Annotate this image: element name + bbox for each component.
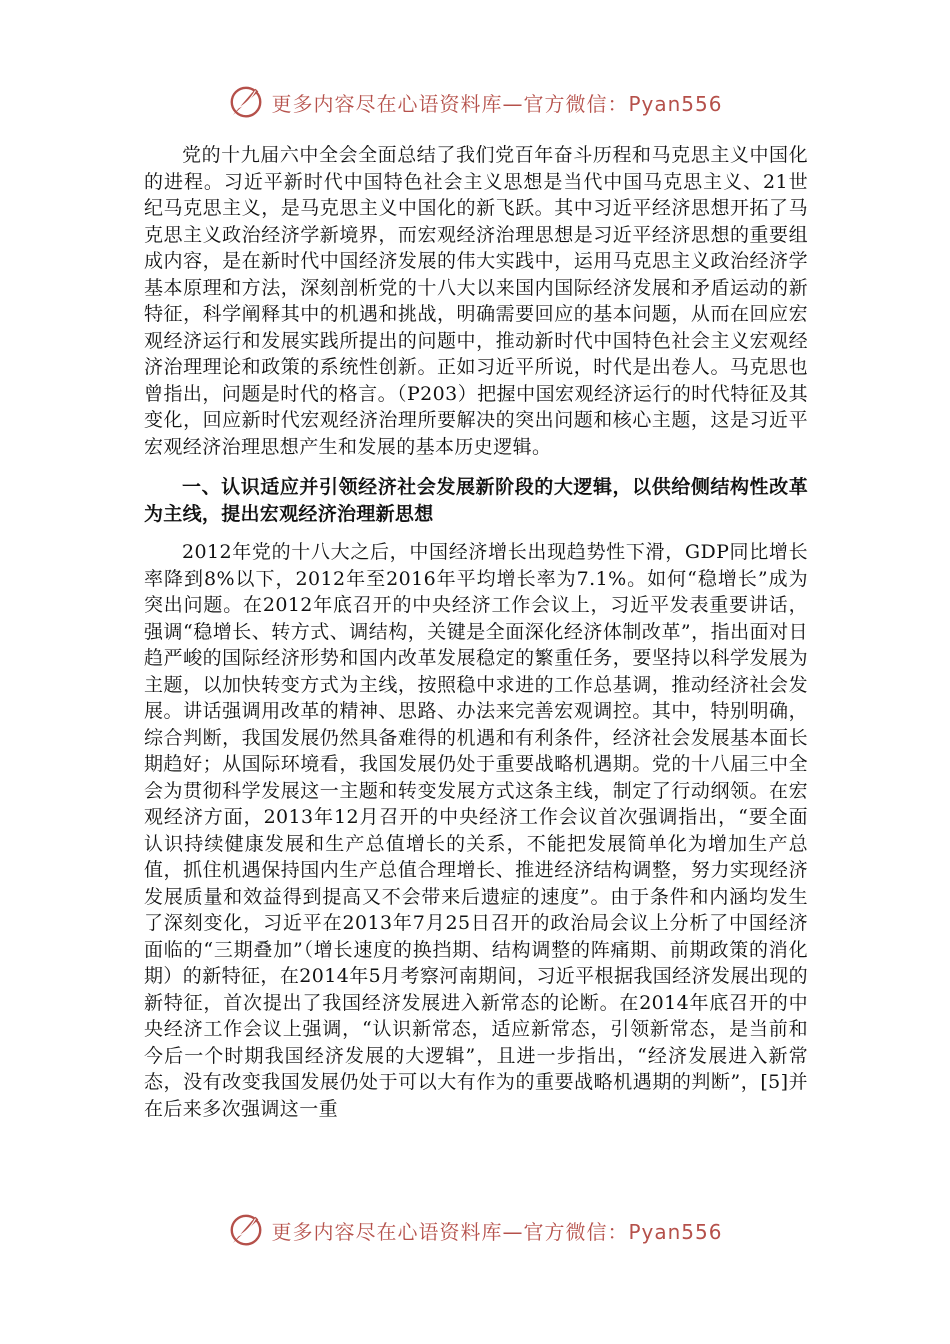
quill-logo-icon [227, 83, 265, 121]
footer-watermark-banner [0, 1208, 950, 1252]
article-body [144, 142, 808, 1122]
section-heading: 一、认识适应并引领经济社会发展新阶段的大逻辑，以供给侧结构性改革为主线，提出宏观经济治理新思想 [144, 476, 808, 525]
article-paragraph: 党的十九届六中全会全面总结了我们党百年奋斗历程和马克思主义中国化的进程。习近平新时代中国特色社会主义思想是当代中国马克思主义、21世纪马克思主义，是马克思主义中国化的新飞跃。其中习近平经济思想开拓了马克思主义政治经济学新境界，而宏观经济治理思想是习近平经济思想的重要组成内容，是在新时代中国经济发展的伟大实践中，运用马克思主义政治经济学基本原理和方法，深刻剖析党的十八大以来国内国际经济发展和矛盾运动的新特征，科学阐释其中的机遇和挑战，明确需要回应的基本问题，从而在回应宏观经济运行和发展实践所提出的问题中，推动新时代中国特色社会主义宏观经济治理理论和政策的系统性创新。正如习近平所说，时代是出卷人。马克思也曾指出，问题是时代的格言。（P203）把握中国宏观经济运行的时代特征及其变化，回应新时代宏观经济治理所要解决的突出问题和核心主题，这是习近平宏观经济治理思想产生和发展的基本历史逻辑。 [144, 144, 808, 458]
header-watermark-banner [0, 80, 950, 124]
article-paragraph: 2012年党的十八大之后，中国经济增长出现趋势性下滑，GDP同比增长率降到8%以下，2012年至2016年平均增长率为7.1%。如何“稳增长”成为突出问题。在2012年底召开的中央经济工作会议上，习近平发表重要讲话，强调“稳增长、转方式、调结构，关键是全面深化经济体制改革”，指出面对日趋严峻的国际经济形势和国内改革发展稳定的繁重任务，要坚持以科学发展为主题，以加快转变方式为主线，按照稳中求进的工作总基调，推动经济社会发展。讲话强调用改革的精神、思路、办法来完善宏观调控。其中，特别明确，综合判断，我国发展仍然具备难得的机遇和有利条件，经济社会发展基本面长期趋好；从国际环境看，我国发展仍处于重要战略机遇期。党的十八届三中全会为贯彻科学发展这一主题和转变发展方式这条主线，制定了行动纲领。在宏观经济方面，2013年12月召开的中央经济工作会议首次强调指出，“要全面认识持续健康发展和生产总值增长的关系，不能把发展简单化为增加生产总值，抓住机遇保持国内生产总值合理增长、推进经济结构调整，努力实现经济发展质量和效益得到提高又不会带来后遗症的速度”。由于条件和内涵均发生了深刻变化，习近平在2013年7月25日召开的政治局会议上分析了中国经济面临的“三期叠加”（增长速度的换挡期、结构调整的阵痛期、前期政策的消化期）的新特征，在2014年5月考察河南期间，习近平根据我国经济发展出现的新特征，首次提出了我国经济发展进入新常态的论断。在2014年底召开的中央经济工作会议上强调，“认识新常态，适应新常态，引领新常态，是当前和今后一个时期我国经济发展的大逻辑”，且进一步指出，“经济发展进入新常态，没有改变我国发展仍处于可以大有作为的重要战略机遇期的判断”，[5]并在后来多次强调这一重 [144, 541, 808, 1120]
watermark-text: 更多内容尽在心语资料库—官方微信：Pyan556 [271, 91, 723, 116]
watermark-text: 更多内容尽在心语资料库—官方微信：Pyan556 [271, 1219, 723, 1244]
quill-logo-icon [227, 1211, 265, 1249]
